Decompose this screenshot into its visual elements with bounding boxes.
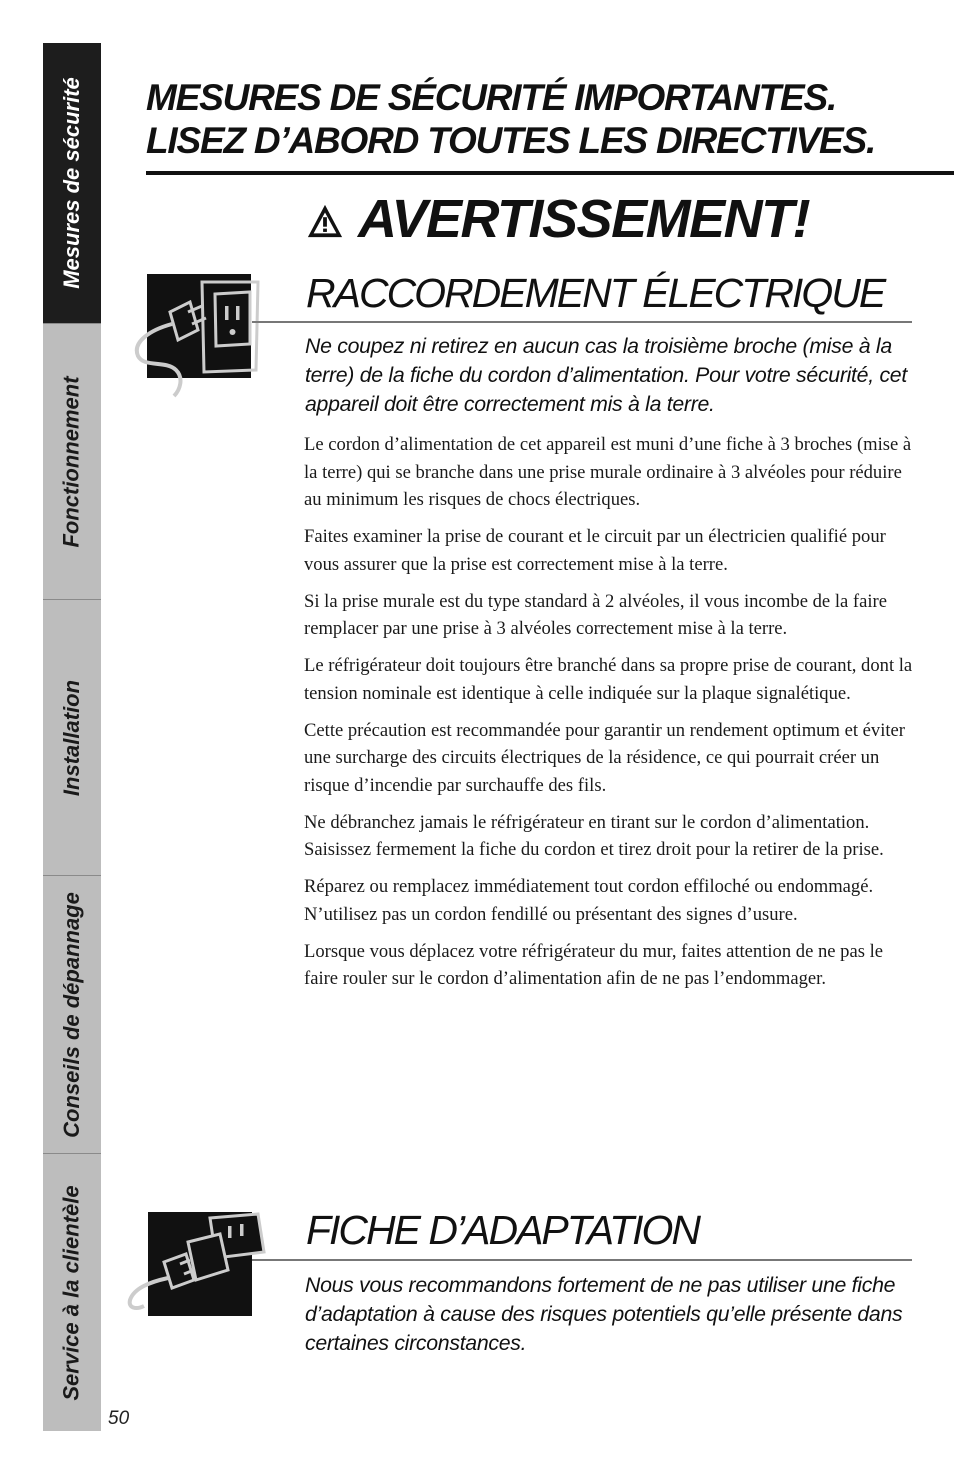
paragraph: Réparez ou remplacez immédiatement tout cordon effiloché ou endommagé. N’utilisez pas un cordon fendillé ou présentant des signes d’usure.: [304, 876, 874, 925]
warning-triangle-icon: [306, 202, 344, 240]
page-title-line-2: LISEZ D’ABORD TOUTES LES DIRECTIVES.: [146, 120, 876, 161]
header-divider: [146, 171, 954, 175]
tab-label: Mesures de sécurité: [59, 77, 85, 289]
tab-conseils-de-depannage[interactable]: [43, 875, 101, 1153]
section-intro-fiche: Nous vous recommandons fortement de ne pas utiliser une fiche d’adaptation à cause des risques potentiels qu’elle présente dans certaines circonstances.: [305, 1273, 903, 1355]
warning-title: AVERTISSEMENT!: [358, 189, 810, 249]
grounded-plug-outlet-icon: [130, 272, 262, 402]
paragraph: Lorsque vous déplacez votre réfrigérateur du mur, faites attention de ne pas le faire rouler sur le cordon d’alimentation afin de ne pas l’endommager.: [304, 940, 884, 990]
paragraph: Si la prise murale est du type standard à 2 alvéoles, il vous incombe de la faire remplacer par une prise à 3 alvéoles correctement mise à la terre.: [304, 590, 887, 640]
page-title: [146, 76, 954, 162]
section-title-raccordement: RACCORDEMENT ÉLECTRIQUE: [306, 270, 885, 316]
tab-label: Service à la clientèle: [59, 1184, 85, 1401]
tab-label: Fonctionnement: [59, 375, 85, 548]
paragraph: Le réfrigérateur doit toujours être branché dans sa propre prise de courant, dont la tension nominale est identique à celle indiquée sur la plaque signalétique.: [304, 655, 913, 704]
warning-banner: [306, 188, 809, 250]
section-divider: [252, 1259, 912, 1261]
tab-label: Conseils de dépannage: [59, 891, 85, 1138]
page-number: 50: [108, 1408, 130, 1429]
side-tabs: [43, 43, 101, 1431]
paragraph: Le cordon d’alimentation de cet appareil est muni d’une fiche à 3 broches (mise à la terre) qui se branche dans une prise murale ordinaire à 3 alvéoles pour réduire au minimum les risques de chocs électriques.: [304, 434, 912, 511]
section-divider: [252, 321, 912, 323]
tab-fonctionnement[interactable]: [43, 323, 101, 599]
adapter-plug-icon: [124, 1208, 266, 1320]
tab-label: Installation: [59, 679, 84, 796]
paragraph: Faites examiner la prise de courant et le circuit par un électricien qualifié pour vous assurer que la prise est correctement mise à la terre.: [304, 526, 886, 575]
tab-installation[interactable]: [43, 599, 101, 875]
page-title-line-1: MESURES DE SÉCURITÉ IMPORTANTES.: [146, 77, 837, 118]
tab-mesures-de-securite[interactable]: [43, 43, 101, 323]
paragraph: Cette précaution est recommandée pour garantir un rendement optimum et éviter une surcharge des circuits électriques de la résidence, ce qui pourrait créer un risque d’incendie par surchauffe des fils.: [304, 719, 905, 796]
section-title-fiche: FICHE D’ADAPTATION: [306, 1207, 699, 1253]
section-body-raccordement: [304, 431, 914, 1002]
paragraph: Ne débranchez jamais le réfrigérateur en tirant sur le cordon d’alimentation. Saisissez fermement la fiche du cordon et tirez droit pour la retirer de la prise.: [304, 811, 884, 861]
section-intro-raccordement: Ne coupez ni retirez en aucun cas la troisième broche (mise à la terre) de la fiche du cordon d’alimentation. Pour votre sécurité, cet appareil doit être correctement mis à la terre.: [305, 334, 907, 416]
tab-service-a-la-clientele[interactable]: [43, 1153, 101, 1431]
